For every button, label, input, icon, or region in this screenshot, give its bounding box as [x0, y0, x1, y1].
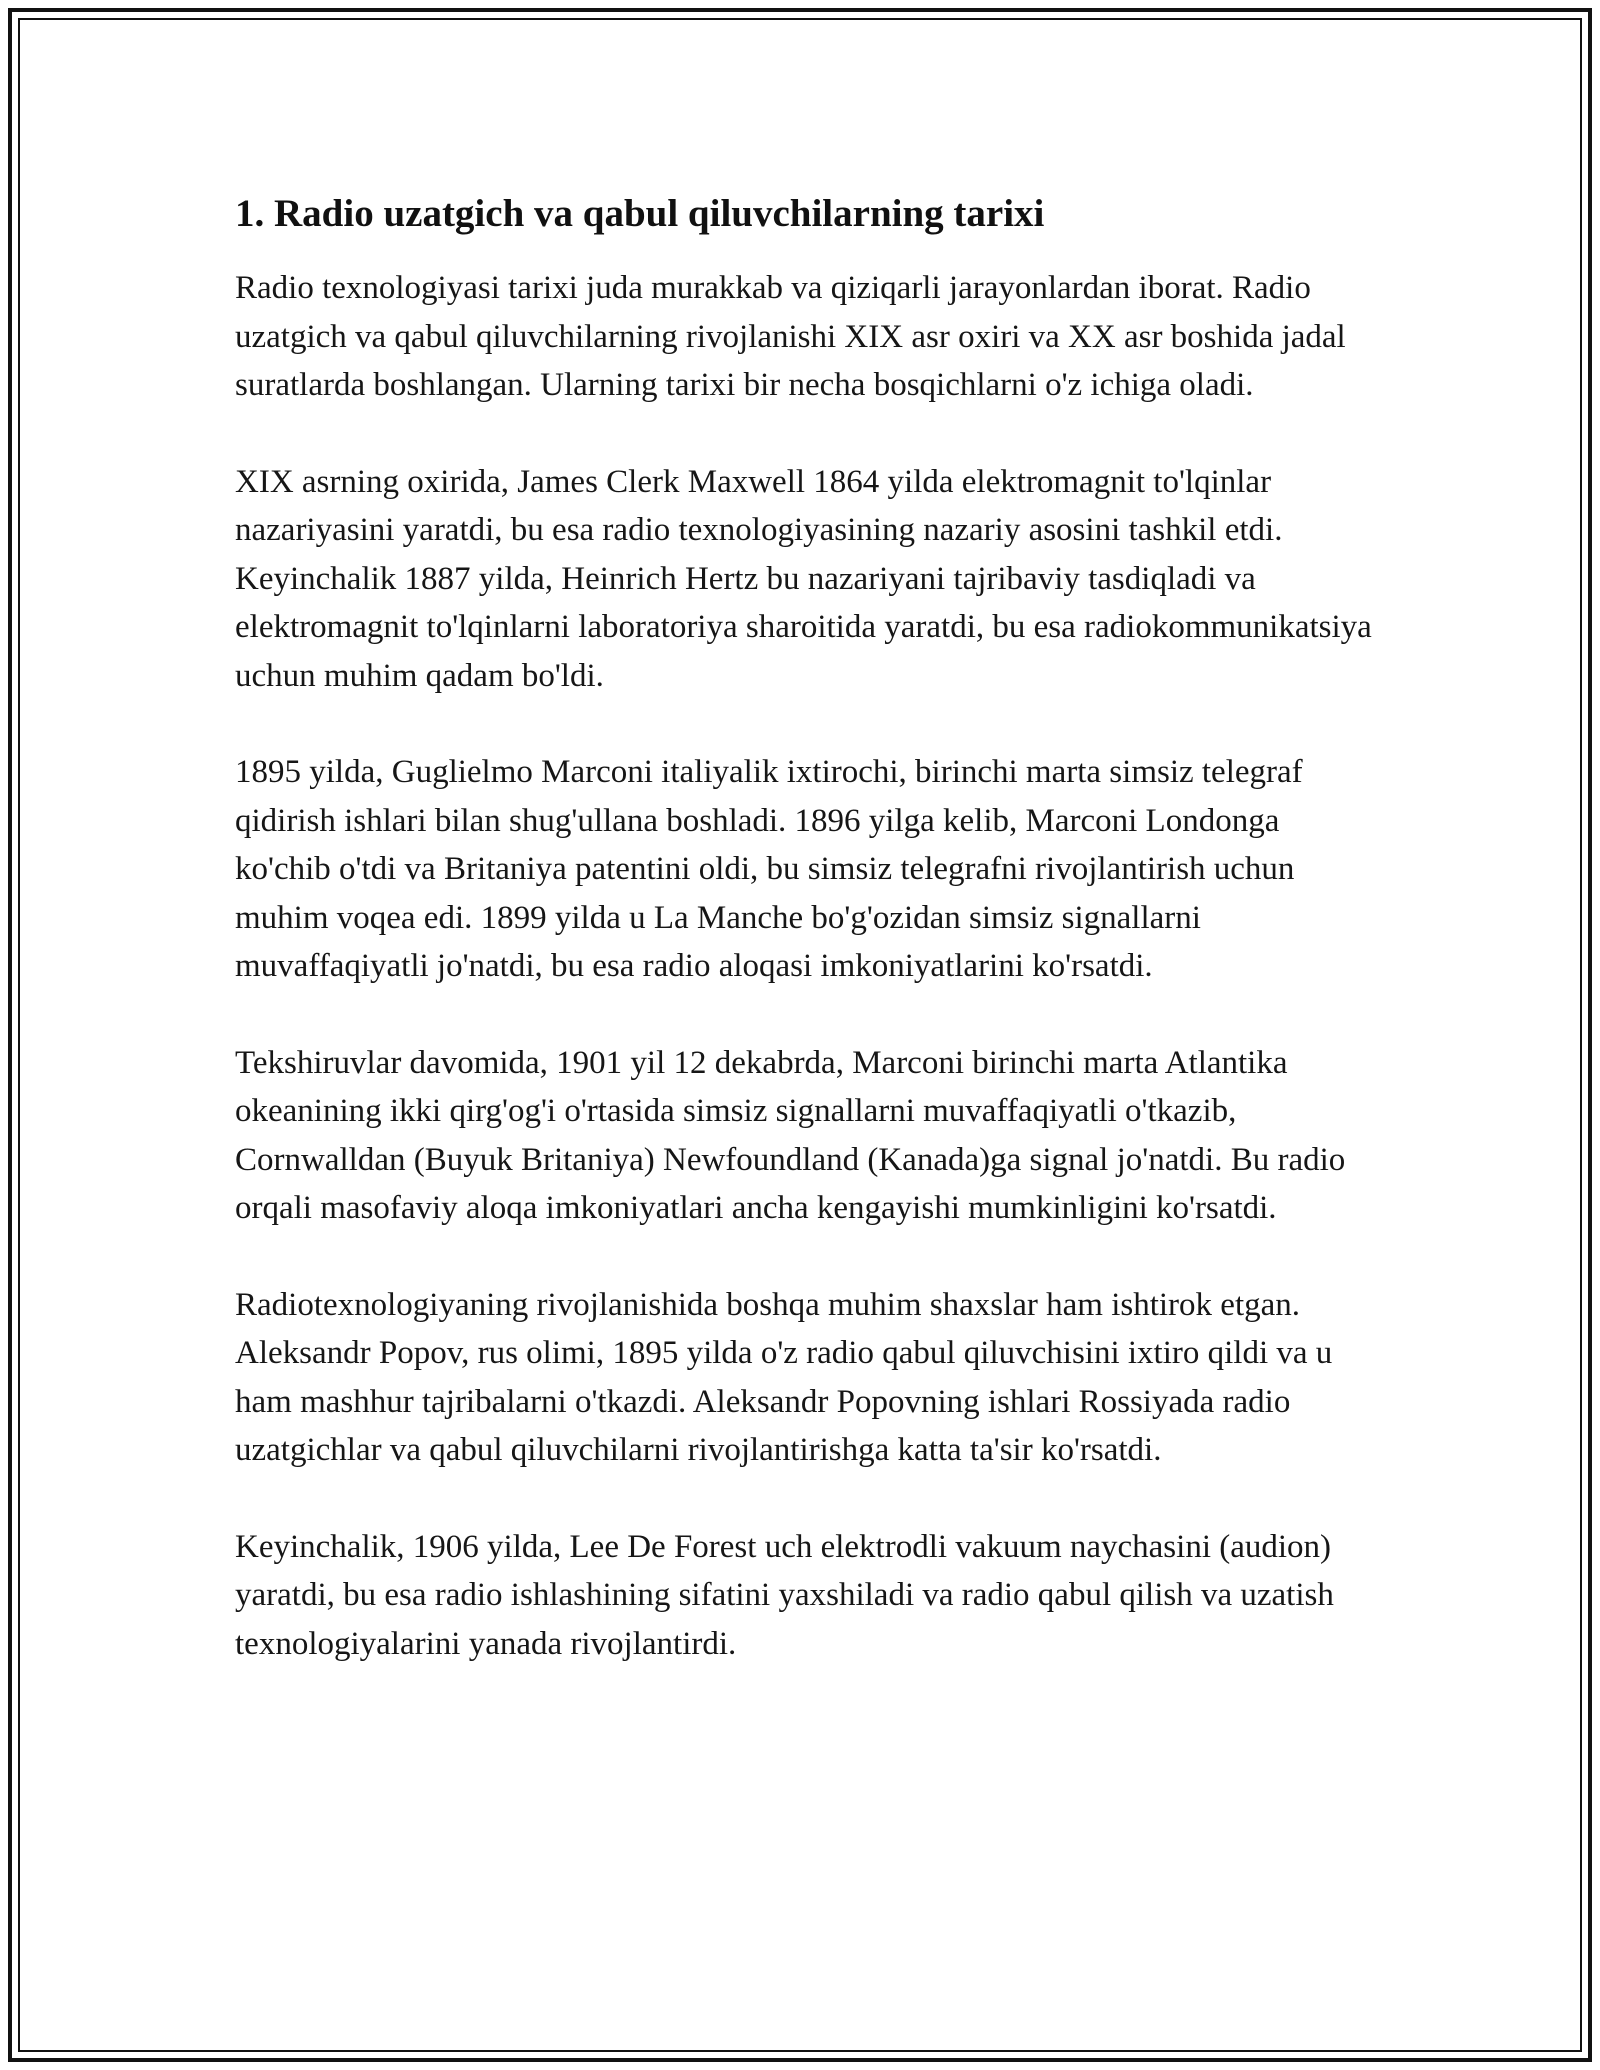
document-body: [235, 186, 1375, 1716]
paragraph-4: Tekshiruvlar davomida, 1901 yil 12 dekabrda, Marconi birinchi marta Atlantika okeanining ikki qirg'og'i o'rtasida simsiz signallarni muvaffaqiyatli o'tkazib, Cornwalldan (Buyuk Britaniya) Newfoundland (Kanada)ga signal jo'natdi. Bu radio orqali masofaviy aloqa imkoniyatlari ancha kengayishi mumkinligini ko'rsatdi.: [235, 1044, 1346, 1226]
paragraph-6: Keyinchalik, 1906 yilda, Lee De Forest uch elektrodli vakuum naychasini (audion) yaratdi, bu esa radio ishlashining sifatini yaxshiladi va radio qabul qilish va uzatish texnologiyalarini yanada rivojlantirdi.: [235, 1528, 1334, 1662]
section-heading: 1. Radio uzatgich va qabul qiluvchilarning tarixi: [235, 192, 1045, 235]
paragraph-5: Radiotexnologiyaning rivojlanishida boshqa muhim shaxslar ham ishtirok etgan. Aleksandr Popov, rus olimi, 1895 yilda o'z radio qabul qiluvchisini ixtiro qildi va u ham mashhur tajribalarni o'tkazdi. Aleksandr Popovning ishlari Rossiyada radio uzatgichlar va qabul qiluvchilarni rivojlantirishga katta ta'sir ko'rsatdi.: [235, 1286, 1333, 1468]
paragraph-3: 1895 yilda, Guglielmo Marconi italiyalik ixtirochi, birinchi marta simsiz telegraf qidirish ishlari bilan shug'ullana boshladi. 1896 yilga kelib, Marconi Londonga ko'chib o'tdi va Britaniya patentini oldi, bu simsiz telegrafni rivojlantirish uchun muhim voqea edi. 1899 yilda u La Manche bo'g'ozidan simsiz signallarni muvaffaqiyatli jo'natdi, bu esa radio aloqasi imkoniyatlarini ko'rsatdi.: [235, 754, 1303, 984]
paragraph-1: Radio texnologiyasi tarixi juda murakkab va qiziqarli jarayonlardan iborat. Radio uzatgich va qabul qiluvchilarning rivojlanishi XIX asr oxiri va XX asr boshida jadal suratlarda boshlangan. Ularning tarixi bir necha bosqichlarni o'z ichiga oladi.: [235, 270, 1346, 403]
paragraph-2: XIX asrning oxirida, James Clerk Maxwell 1864 yilda elektromagnit to'lqinlar nazariyasini yaratdi, bu esa radio texnologiyasining nazariy asosini tashkil etdi. Keyinchalik 1887 yilda, Heinrich Hertz bu nazariyani tajribaviy tasdiqladi va elektromagnit to'lqinlarni laboratoriya sharoitida yaratdi, bu esa radiokommunikatsiya uchun muhim qadam bo'ldi.: [235, 463, 1372, 694]
